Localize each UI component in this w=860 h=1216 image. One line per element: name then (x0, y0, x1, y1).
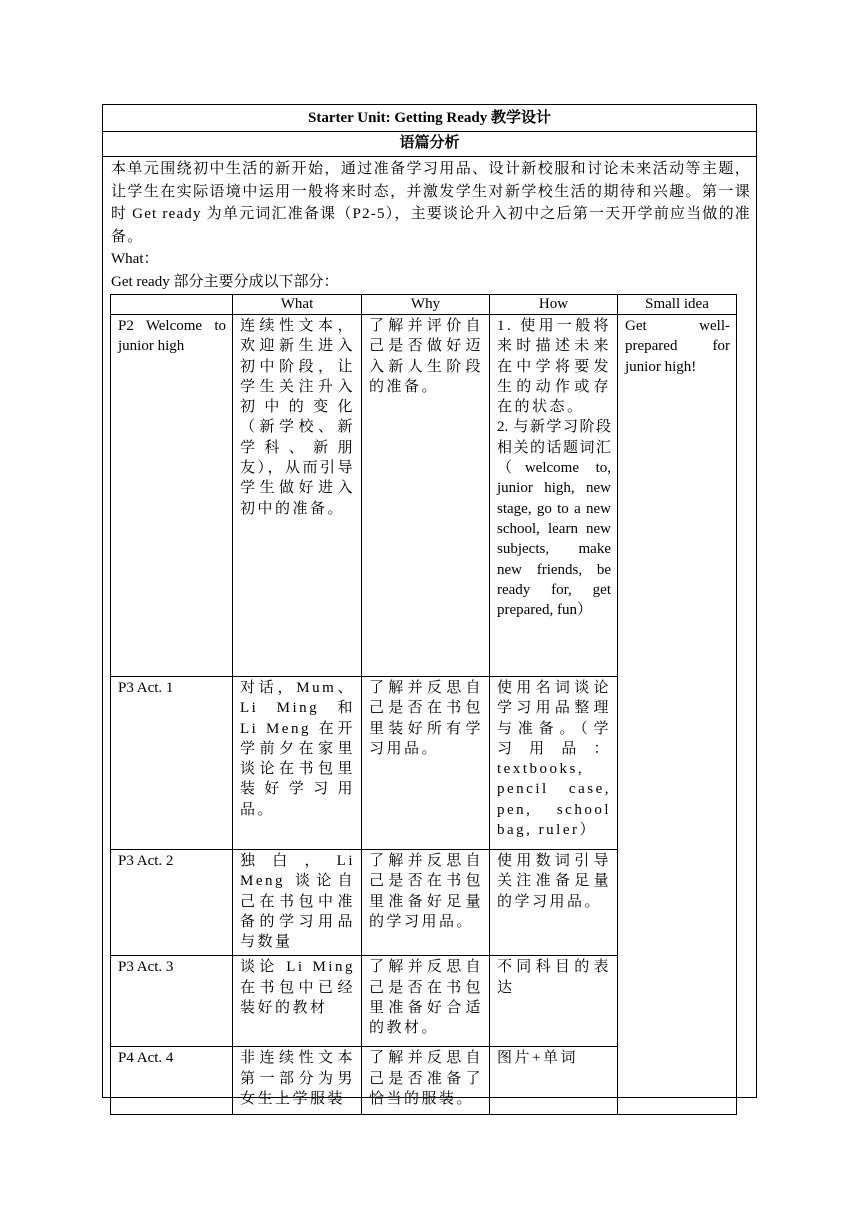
intro-section (111, 158, 751, 293)
how-point-2: 2. 与新学习阶段相关的话题词汇（welcome to, junior high, new stage, go to a new school, learn new subjects, make new friends, be ready for, get prepared, fun） (497, 419, 611, 619)
cell-why: 了解并反思自己是否在书包里准备好足量的学习用品。 (362, 850, 490, 956)
header-how: How (490, 295, 618, 315)
document-title: Starter Unit: Getting Ready 教学设计 (103, 105, 756, 132)
cell-how (490, 315, 618, 677)
how-point-1: 1. 使用一般将来时描述未来在中学将要发生的动作或存在的状态。 (497, 318, 611, 416)
intro-paragraph: 本单元围绕初中生活的新开始，通过准备学习用品、设计新校服和讨论未来活动等主题，让学生在实际语境中运用一般将来时态，并激发学生对新学校生活的期待和兴趣。第一课时 Get ready 为单元词汇准备课（P2-5），主要谈论升入初中之后第一天开学前应当做的准备。 (111, 161, 751, 245)
cell-part: P3 Act. 2 (111, 850, 233, 956)
header-small-idea: Small idea (618, 295, 737, 315)
lesson-plan-table (102, 104, 757, 1108)
cell-why: 了解并反思自己是否在书包里装好所有学习用品。 (362, 677, 490, 850)
table-row (111, 315, 737, 677)
cell-why: 了解并评价自己是否做好迈入新人生阶段的准备。 (362, 315, 490, 677)
cell-what: 独白，Li Meng 谈论自己在书包中准备的学习用品与数量 (233, 850, 362, 956)
cell-why: 了解并反思自己是否在书包里准备好合适的教材。 (362, 956, 490, 1047)
cell-what: 对话，Mum、Li Ming 和 Li Meng 在开学前夕在家里谈论在书包里装好学习用品。 (233, 677, 362, 850)
header-why: Why (362, 295, 490, 315)
analysis-table (110, 294, 737, 1115)
cell-how: 不同科目的表达 (490, 956, 618, 1047)
header-what: What (233, 295, 362, 315)
section-title: 语篇分析 (103, 131, 756, 157)
cell-how: 使用数词引导关注准备足量的学习用品。 (490, 850, 618, 956)
subparts-line: Get ready 部分主要分成以下部分： (111, 273, 339, 290)
cell-what: 谈论 Li Ming 在书包中已经装好的教材 (233, 956, 362, 1047)
cell-what: 非连续性文本第一部分为男女生上学服装 (233, 1047, 362, 1115)
cell-part: P3 Act. 3 (111, 956, 233, 1047)
cell-part: P4 Act. 4 (111, 1047, 233, 1115)
cell-what: 连续性文本，欢迎新生进入初中阶段，让学生关注升入初中的变化（新学校、新学科、新朋友），从而引导学生做好进入初中的准备。 (233, 315, 362, 677)
header-part (111, 295, 233, 315)
what-label: What： (111, 251, 159, 267)
cell-how: 使用名词谈论学习用品整理与准备。（学习用品：textbooks, pencil case, pen, school bag, ruler） (490, 677, 618, 850)
cell-part: P2 Welcome to junior high (111, 315, 233, 677)
cell-small-idea: Get well-prepared for junior high! (618, 315, 737, 1115)
cell-why: 了解并反思自己是否准备了恰当的服装。 (362, 1047, 490, 1115)
table-header-row (111, 295, 737, 315)
cell-how: 图片+单词 (490, 1047, 618, 1115)
cell-part: P3 Act. 1 (111, 677, 233, 850)
